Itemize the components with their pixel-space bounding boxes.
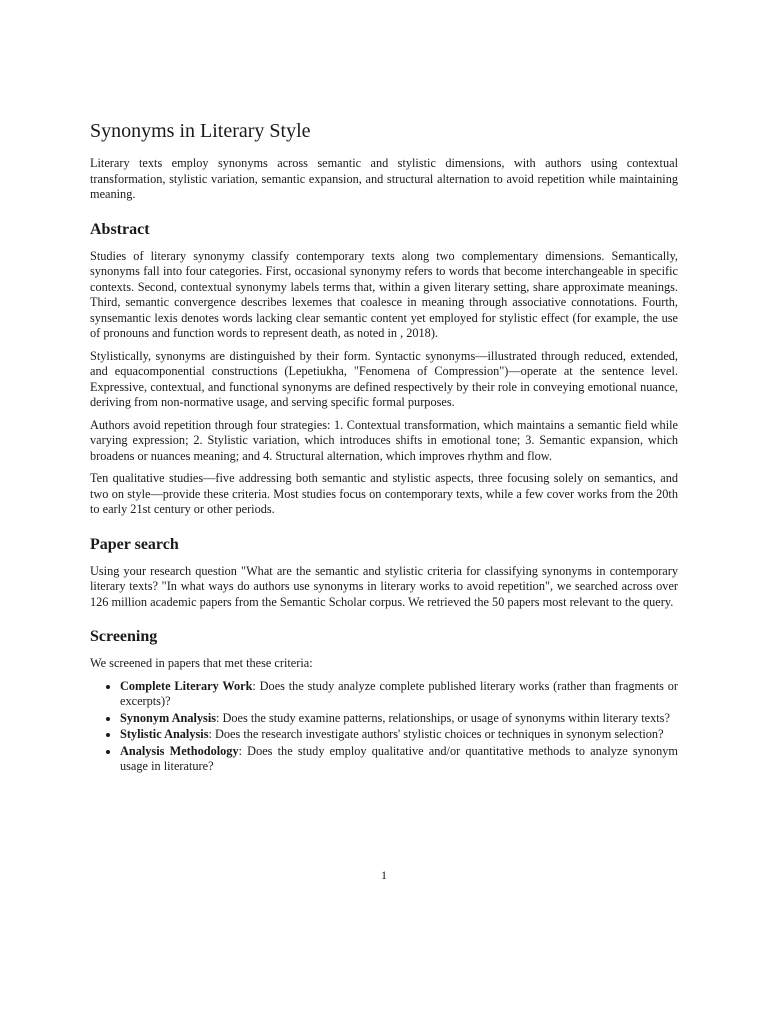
abstract-paragraph-1: Studies of literary synonymy classify contemporary texts along two complementary dimensions. Semantically, synonyms fall into four categories. First, occasional synonymy refers to words that become interchangeable in specific contexts. Second, contextual synonymy labels terms that, within a given literary setting, share approximate meanings. Third, semantic convergence describes lexemes that coalesce in meaning through associative connotations. Fourth, synsemantic lexis denotes words lacking clear semantic content yet employed for stylistic effect (for example, the use of pronouns and function words to represent death, as noted in , 2018). [90,248,678,340]
paper-search-heading: Paper search [90,535,179,553]
abstract-heading: Abstract [90,220,150,238]
criteria-item-synonym-analysis [120,711,678,727]
document-page [90,118,678,776]
criteria-text: : Does the research investigate authors' stylistic choices or techniques in synonym selection? [208,727,664,741]
criteria-item-complete-literary-work [120,679,678,710]
abstract-paragraph-4: Ten qualitative studies—five addressing both semantic and stylistic aspects, three focusing solely on semantics, and two on style—provide these criteria. Most studies focus on contemporary texts, while a few cover works from the 20th to early 21st century or other periods. [90,471,678,516]
page-title: Synonyms in Literary Style [90,120,311,142]
criteria-text: : Does the study analyze complete published literary works (rather than fragments or excerpts)? [120,678,679,708]
screening-heading: Screening [90,628,158,645]
screening-intro: We screened in papers that met these criteria: [90,656,313,670]
screening-criteria-list [90,679,678,775]
criteria-item-analysis-methodology [120,744,678,775]
criteria-label: Synonym Analysis [120,710,217,725]
paper-search-paragraph: Using your research question "What are the semantic and stylistic criteria for classifying synonyms in contemporary literary texts? "In what ways do authors use synonyms in literary works to avoid repetition", we searched across over 126 million academic papers from the Semantic Scholar corpus. We retrieved the 50 papers most relevant to the query. [90,563,678,609]
intro-paragraph: Literary texts employ synonyms across semantic and stylistic dimensions, with authors using contextual transformation, stylistic variation, semantic expansion, and structural alternation to avoid repetition while maintaining meaning. [90,156,678,201]
criteria-label: Complete Literary Work [120,678,253,693]
page-number: 1 [381,868,387,882]
criteria-label: Analysis Methodology [120,743,239,758]
criteria-text: : Does the study employ qualitative and/or quantitative methods to analyze synonym usage in literature? [120,743,678,773]
abstract-paragraph-3: Authors avoid repetition through four strategies: 1. Contextual transformation, which maintains a semantic field while varying expression; 2. Stylistic variation, which introduces shifts in emotional tone; 3. Semantic expansion, which broadens or nuances meaning; and 4. Structural alternation, which improves rhythm and flow. [90,417,678,463]
abstract-paragraph-2: Stylistically, synonyms are distinguished by their form. Syntactic synonyms—illustrated through reduced, extended, and equacomponential constructions (Lepetiukha, "Fenomena of Compression")—operate at the sentence level. Expressive, contextual, and functional synonyms are defined respectively by their role in conveying emotional nuance, deriving from non-normative usage, and serving specific formal purposes. [90,348,678,409]
criteria-label: Stylistic Analysis [120,727,209,741]
criteria-text: : Does the study examine patterns, relationships, or usage of synonyms within literary texts? [216,710,670,725]
criteria-item-stylistic-analysis [120,727,678,743]
